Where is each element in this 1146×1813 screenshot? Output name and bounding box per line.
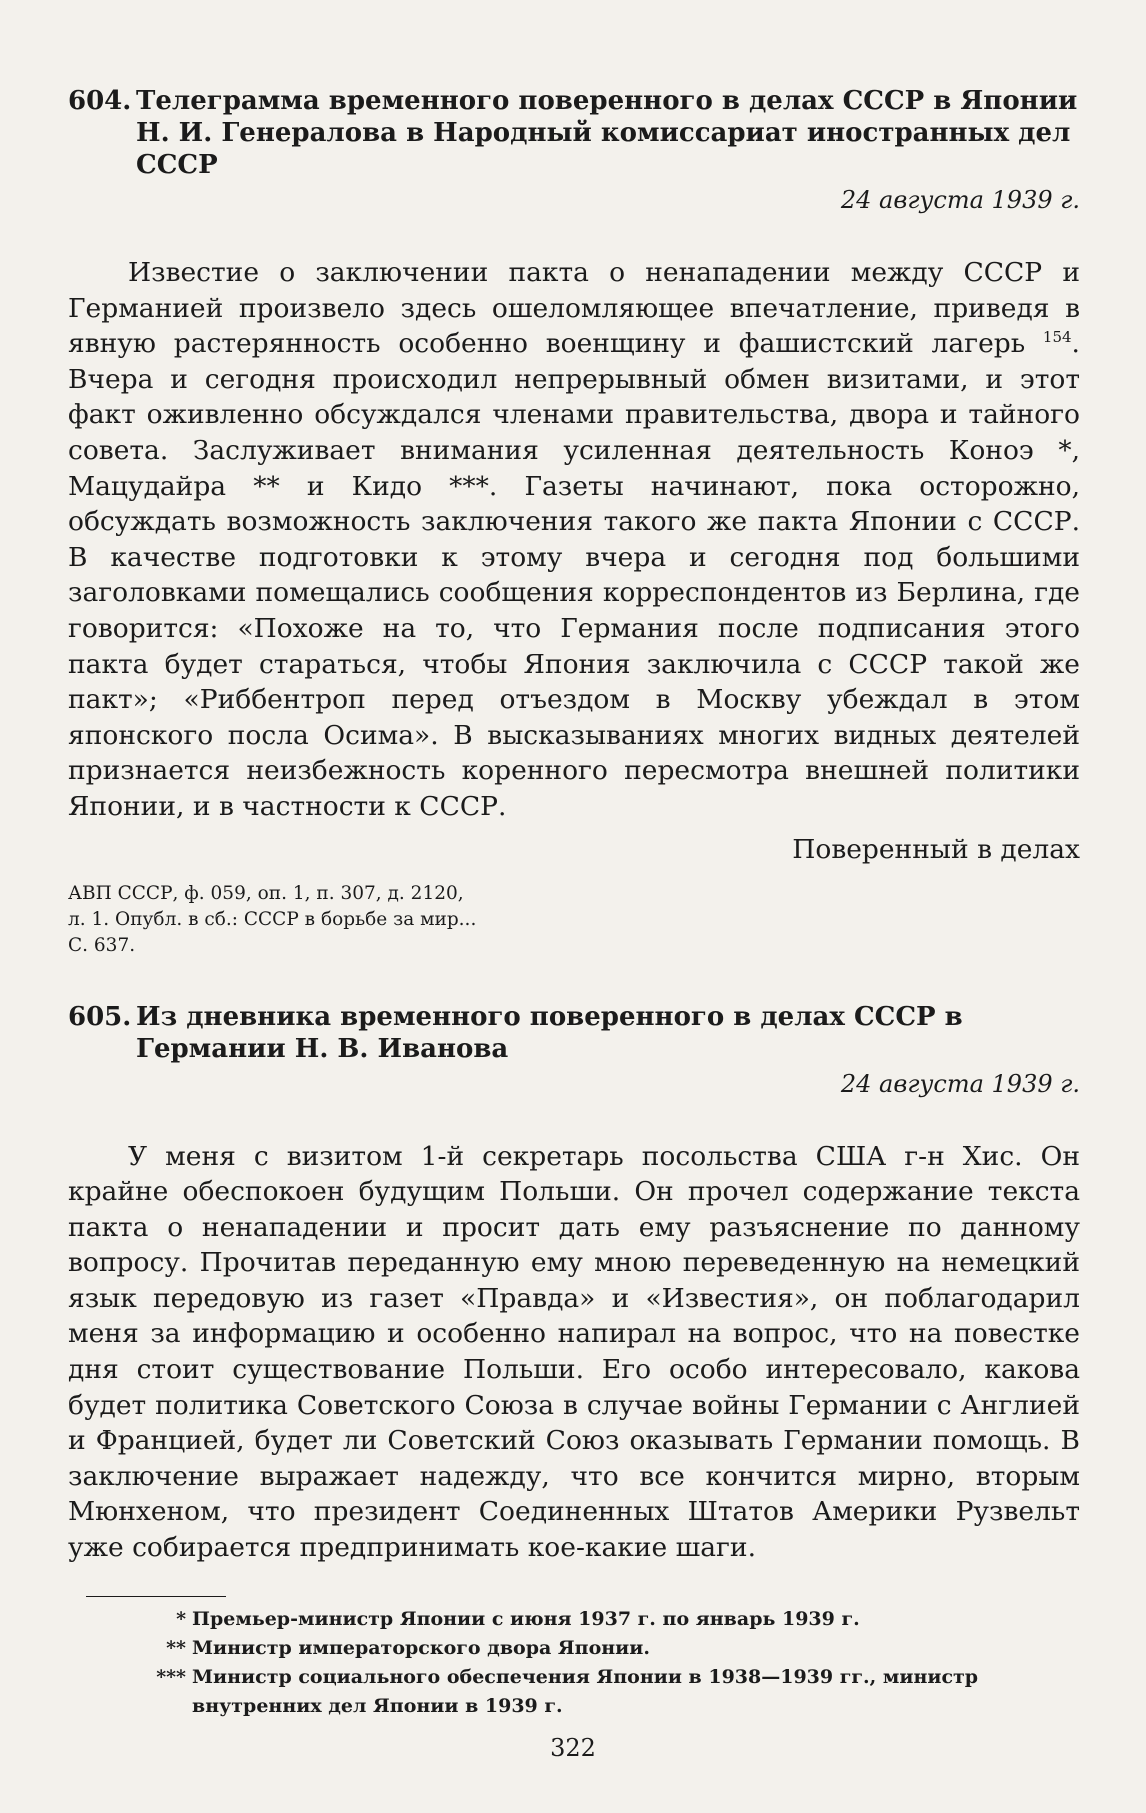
doc-604-number: 604. bbox=[68, 86, 132, 116]
footnotes bbox=[68, 1605, 1080, 1721]
page-number: 322 bbox=[550, 1734, 596, 1762]
doc-605-text: У меня с визитом 1-й секретарь посольства США г-н Хис. Он крайне обеспокоен будущим Польши. Он прочел содержание текста пакта о ненападении и просит дать ему разъяснение по данному вопросу. Прочитав переданную ему мною переведенную на немецкий язык передовую из газет «Правда» и «Известия», он поблагодарил меня за информацию и особенно напирал на вопрос, что на повестке дня стоит существование Польши. Его особо интересовало, какова будет политика Советского Союза в случае войны Германии с Англией и Францией, будет ли Советский Союз оказывать Германии помощь. В заключение выражает надежду, что все кончится мирно, вторым Мюнхеном, что президент Соединенных Штатов Америки Рузвельт уже собирается предпринимать кое-какие шаги. bbox=[68, 1140, 1080, 1564]
doc-604-signature: Поверенный в делах bbox=[792, 833, 1080, 865]
doc-605-number: 605. bbox=[68, 1001, 132, 1032]
footnote bbox=[68, 1634, 1080, 1663]
footnote-mark: * bbox=[176, 1607, 186, 1630]
footnote-divider bbox=[86, 1596, 226, 1597]
footnote bbox=[68, 1663, 1080, 1721]
doc-605-title: Из дневника временного поверенного в делах СССР в Германии Н. В. Иванова bbox=[136, 1001, 963, 1064]
source-line: С. 637. bbox=[68, 934, 136, 956]
footnote-mark: *** bbox=[156, 1665, 186, 1688]
source-line: л. 1. Опубл. в сб.: СССР в борьбе за мир... bbox=[68, 908, 477, 930]
footnote-text: Министр императорского двора Японии. bbox=[192, 1636, 650, 1659]
doc-604-heading bbox=[68, 85, 1080, 181]
doc-604-date: 24 августа 1939 г. bbox=[840, 186, 1080, 214]
document-body bbox=[68, 85, 1080, 1721]
footnote-mark: ** bbox=[166, 1636, 186, 1659]
footnote-text: Министр социального обеспечения Японии в 1938—1939 гг., министр внутренних дел Японии в 1939 г. bbox=[192, 1665, 979, 1717]
doc-604-text bbox=[68, 255, 1080, 825]
footnote-text: Премьер-министр Японии с июня 1937 г. по январь 1939 г. bbox=[192, 1607, 860, 1630]
source-line: АВП СССР, ф. 059, оп. 1, п. 307, д. 2120, bbox=[68, 882, 464, 904]
footnote bbox=[68, 1605, 1080, 1634]
doc-605-heading bbox=[68, 1001, 1080, 1065]
doc-604-text-part1: Известие о заключении пакта о ненападении между СССР и Германией произвело здесь ошеломляющее впечатление, приведя в явную растерянность особенно военщину и фашистский лагерь bbox=[68, 257, 1080, 360]
doc-605-date: 24 августа 1939 г. bbox=[840, 1069, 1080, 1098]
doc-604-title: Телеграмма временного поверенного в делах СССР в Японии Н. И. Генералова в Народный комиссариат иностранных дел СССР bbox=[136, 86, 1078, 180]
footnote-ref-154: 154 bbox=[1042, 328, 1072, 347]
doc-604-text-part2: . Вчера и сегодня происходил непрерывный обмен визитами, и этот факт оживленно обсуждался членами правительства, двора и тайного совета. Заслуживает внимания усиленная деятельность Коноэ *, Мацудайра ** и Кидо ***. Газеты начинают, пока осторожно, обсуждать возможность заключения такого же пакта Японии с СССР. В качестве подготовки к этому вчера и сегодня под большими заголовками помещались сообщения корреспондентов из Берлина, где говорится: «Похоже на то, что Германия после подписания этого пакта будет стараться, чтобы Япония заключила с СССР такой же пакт»; «Риббентроп перед отъездом в Москву убеждал в этом японского посла Осима». В высказываниях многих видных деятелей признается неизбежность коренного пересмотра внешней политики Японии, и в частности к СССР. bbox=[68, 328, 1080, 822]
doc-604-source bbox=[68, 881, 1080, 959]
